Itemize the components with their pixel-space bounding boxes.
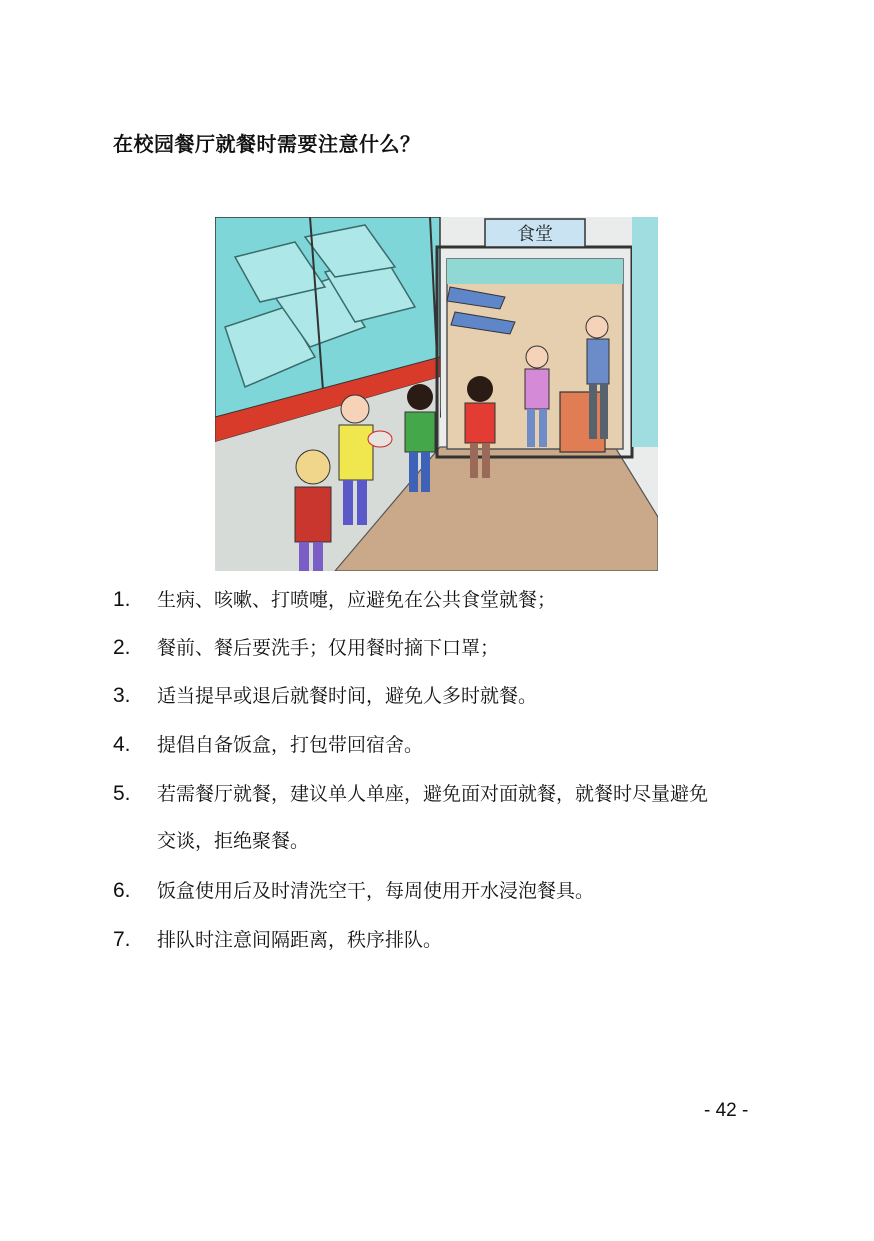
item-number: 5. [113, 782, 131, 805]
list-item [113, 733, 423, 757]
canteen-illustration [215, 217, 658, 571]
list-item [113, 684, 537, 708]
list-item [113, 928, 442, 952]
item-text: 生病、咳嗽、打喷嚏，应避免在公共食堂就餐； [157, 589, 557, 611]
item-text: 排队时注意间隔距离，秩序排队。 [157, 929, 443, 951]
item-number: 1. [113, 588, 131, 611]
item-text: 提倡自备饭盒，打包带回宿舍。 [157, 734, 424, 756]
item-number: 7. [113, 928, 131, 951]
item-text: 适当提早或退后就餐时间，避免人多时就餐。 [157, 685, 538, 707]
page-title: 在校园餐厅就餐时需要注意什么？ [113, 132, 421, 156]
list-item [113, 879, 594, 903]
item-number: 2. [113, 636, 131, 659]
list-item [113, 636, 499, 660]
item-text: 餐前、餐后要洗手；仅用餐时摘下口罩； [157, 637, 500, 659]
item-text-continuation: 交谈，拒绝聚餐。 [157, 830, 310, 852]
list-item [113, 588, 556, 612]
item-text: 饭盒使用后及时清洗空干，每周使用开水浸泡餐具。 [157, 880, 595, 902]
item-number: 4. [113, 733, 131, 756]
item-number: 3. [113, 684, 131, 707]
item-text: 若需餐厅就餐，建议单人单座，避免面对面就餐，就餐时尽量避免 [157, 783, 709, 805]
canteen-sign-text: 食堂 [517, 224, 553, 245]
page-number: - 42 - [704, 1100, 749, 1121]
item-number: 6. [113, 879, 131, 902]
list-item [113, 782, 708, 806]
